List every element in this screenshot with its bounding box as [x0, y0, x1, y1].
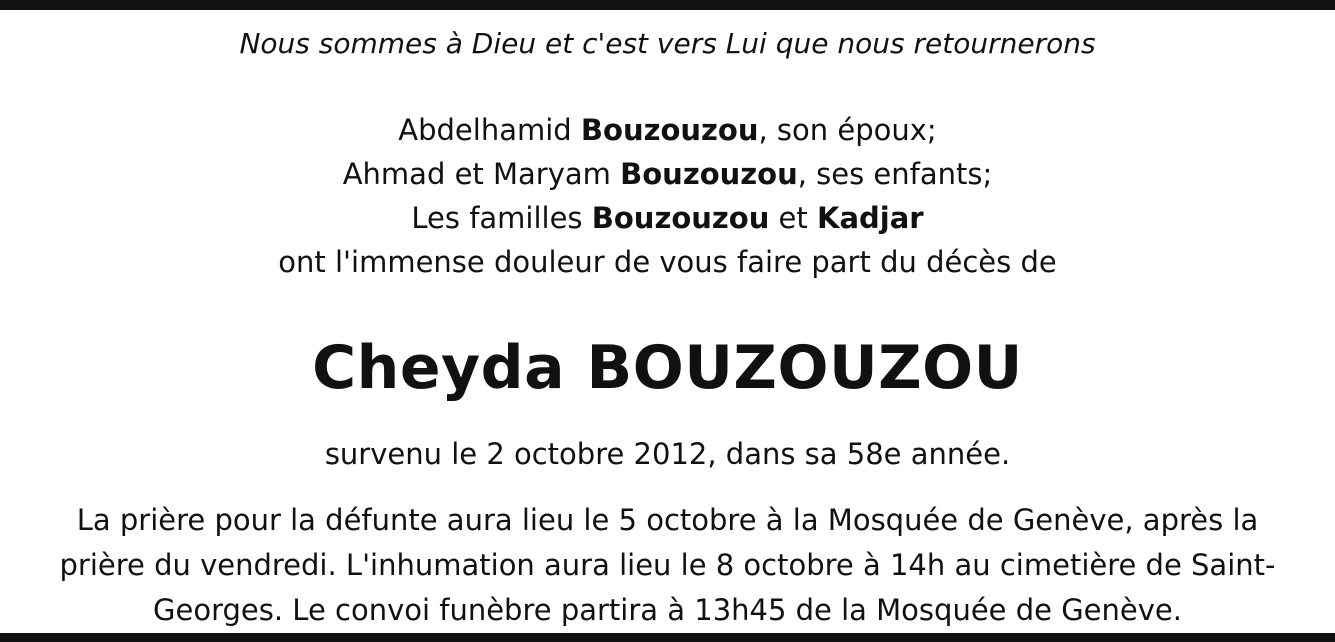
ceremony-details: [40, 498, 1295, 633]
deceased-name: Cheyda BOUZOUZOU: [312, 333, 1023, 403]
spouse-relation: , son époux;: [758, 113, 937, 147]
spouse-first-name: Abdelhamid: [398, 113, 581, 147]
family-line-families: [0, 196, 1335, 240]
announcement-line: ont l'immense douleur de vous faire part du décès de: [278, 245, 1057, 279]
ceremony-line-1: La prière pour la défunte aura lieu le 5 octobre à la Mosquée de Genève, après la: [76, 503, 1259, 537]
families-prefix: Les familles: [411, 201, 592, 235]
family-line-spouse: [0, 108, 1335, 152]
family-line-children: [0, 152, 1335, 196]
ceremony-line-2: prière du vendredi. L'inhumation aura lieu le 8 octobre à 14h au cimetière de Saint-: [59, 548, 1276, 582]
bottom-border-rule: [0, 633, 1335, 642]
top-border-rule: [0, 0, 1335, 10]
children-surname: Bouzouzou: [620, 157, 798, 191]
spouse-surname: Bouzouzou: [580, 113, 759, 147]
family-surname-1: Bouzouzou: [591, 201, 770, 235]
death-date-info: survenu le 2 octobre 2012, dans sa 58e année.: [324, 437, 1011, 471]
children-relation: , ses enfants;: [797, 157, 993, 191]
ceremony-line-3: Georges. Le convoi funèbre partira à 13h45 de la Mosquée de Genève.: [153, 593, 1182, 627]
family-surname-2: Kadjar: [817, 201, 924, 235]
families-conjunction: et: [769, 201, 817, 235]
children-first-names: Ahmad et Maryam: [342, 157, 621, 191]
religious-verse: Nous sommes à Dieu et c'est vers Lui que nous retournerons: [239, 27, 1096, 60]
